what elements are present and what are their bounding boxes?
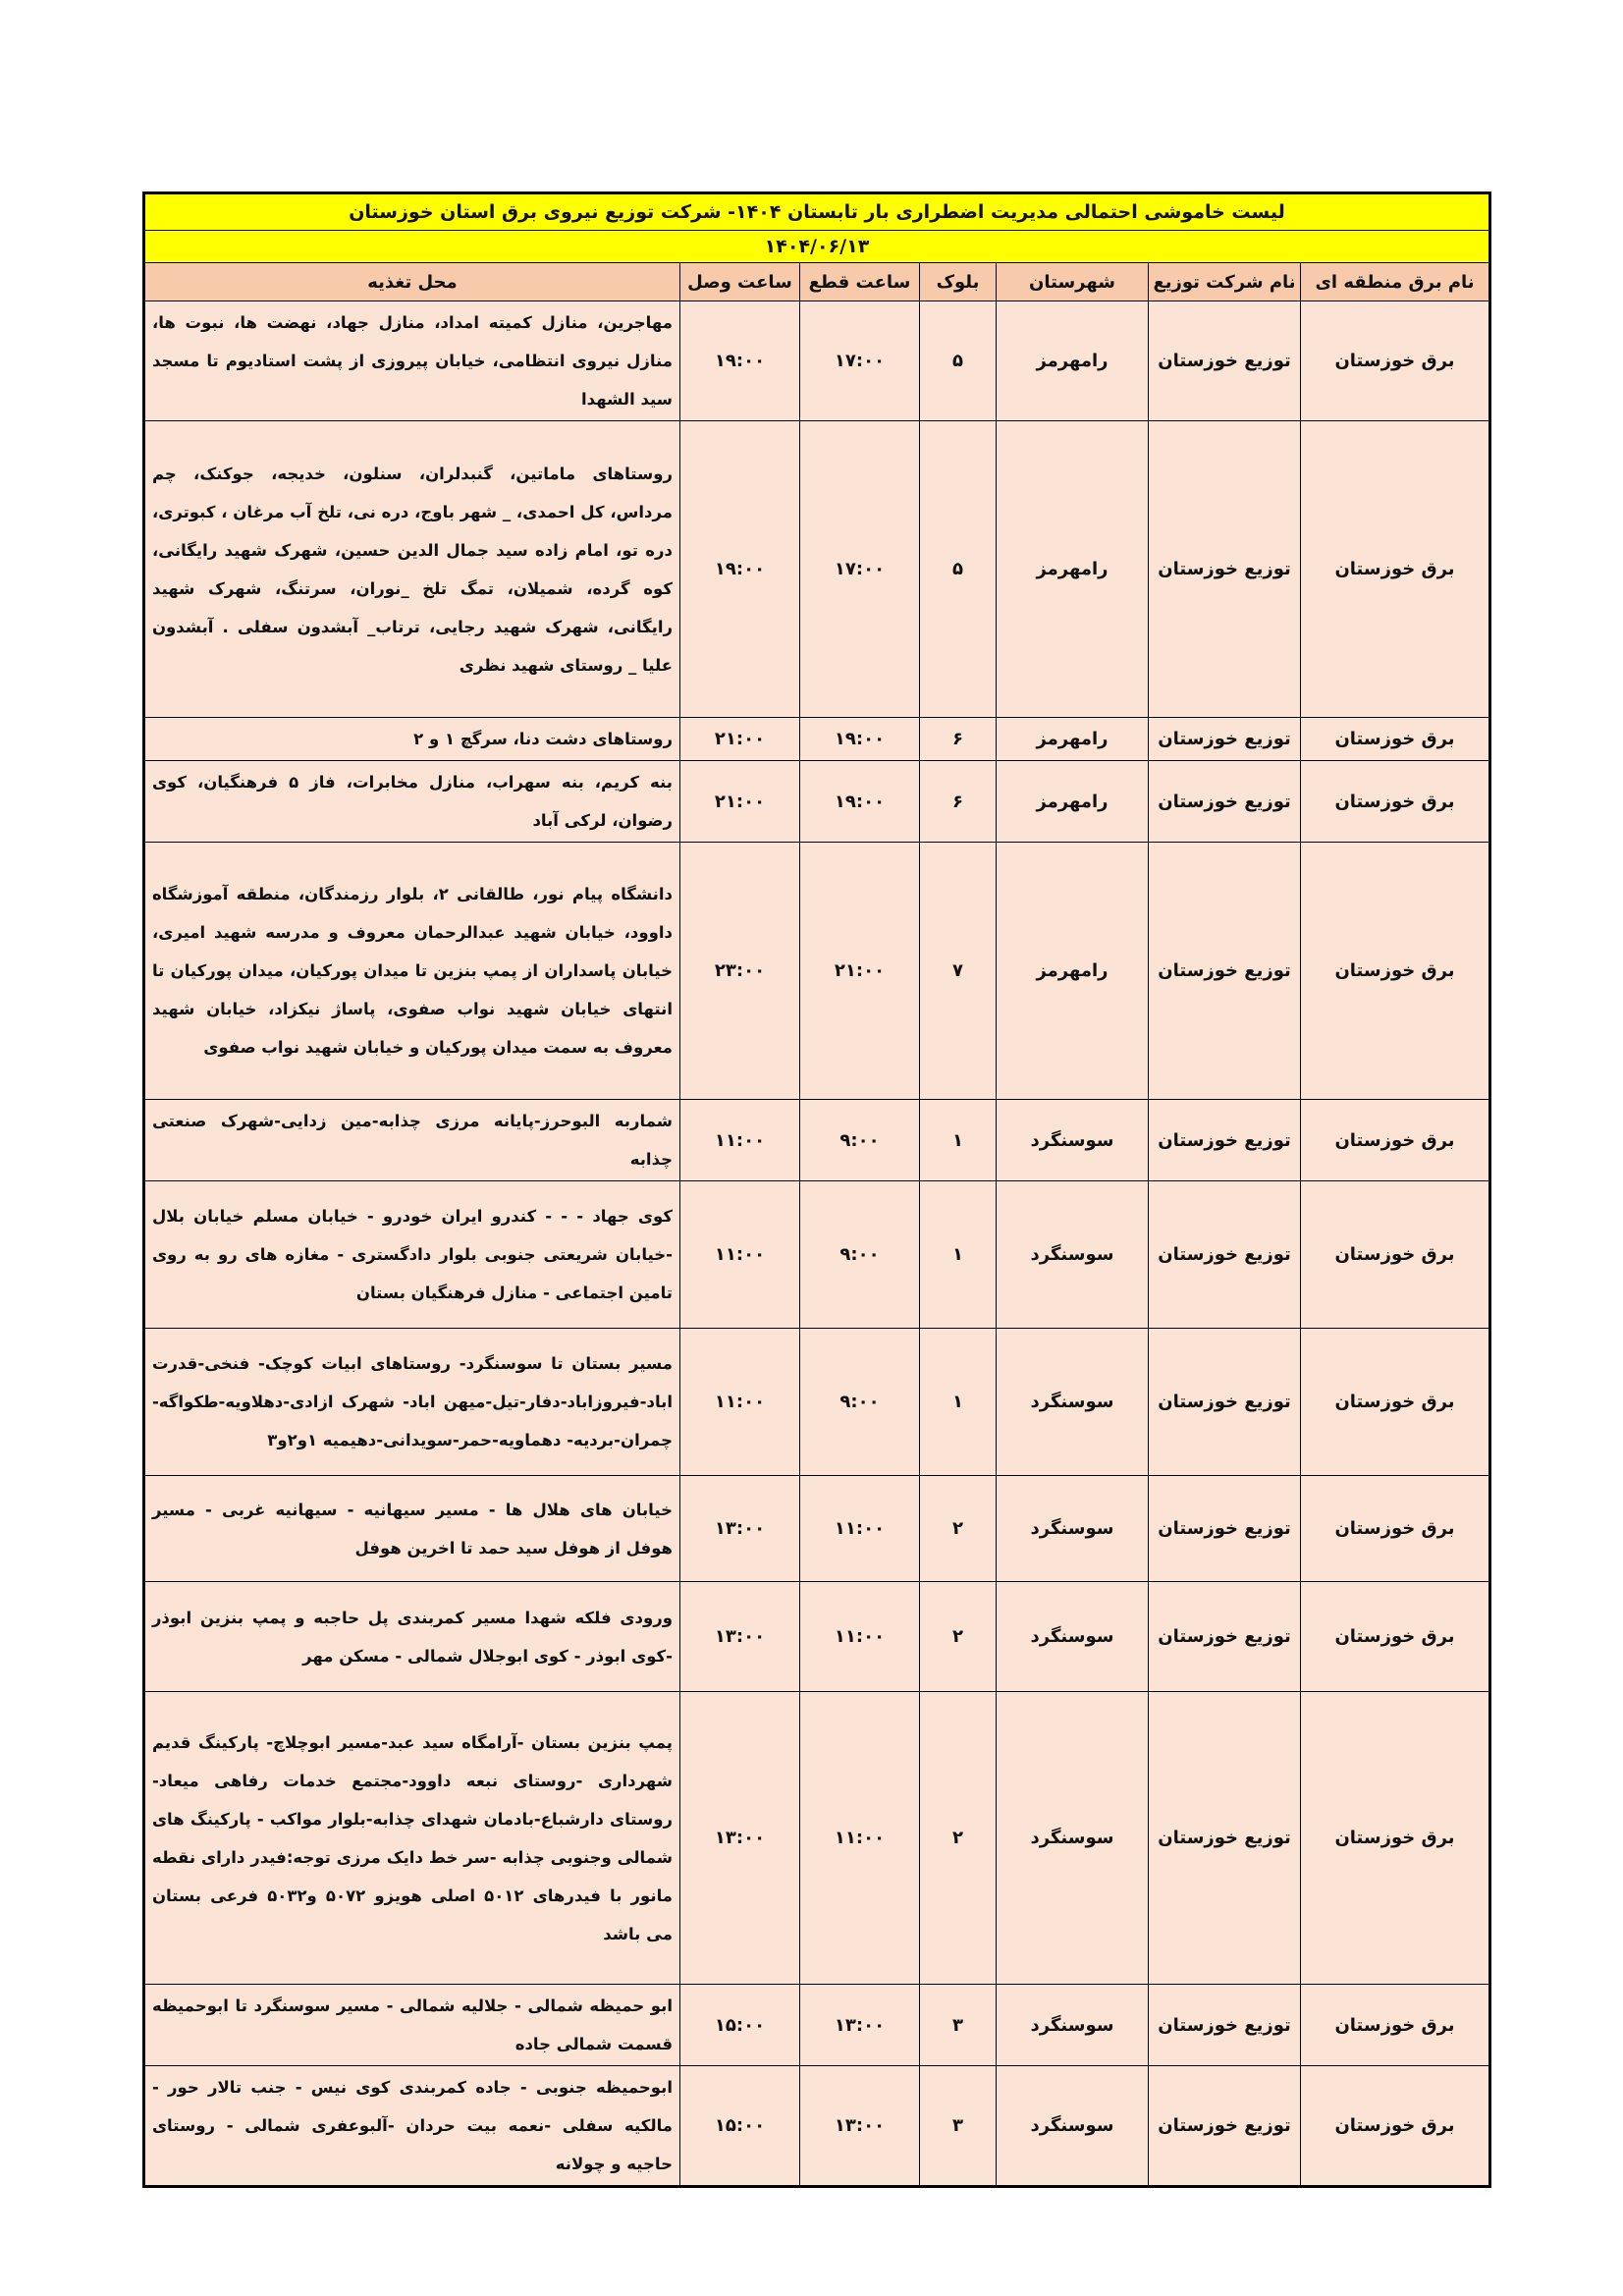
cell-block: ۳ bbox=[920, 2066, 997, 2187]
cell-cut-time: ۹:۰۰ bbox=[800, 1181, 920, 1329]
cell-city: سوسنگرد bbox=[997, 1582, 1149, 1692]
header-company: نام شرکت توزیع bbox=[1149, 263, 1301, 301]
header-cut-time: ساعت قطع bbox=[800, 263, 920, 301]
table-row bbox=[143, 421, 1489, 718]
cell-block: ۳ bbox=[920, 1985, 997, 2066]
cell-block: ۶ bbox=[920, 718, 997, 761]
cell-location: مهاجرین، منازل کمیته امداد، منازل جهاد، نهضت ها، نبوت ها، منازل نیروی انتظامی، خیابان پیروزی از پشت استادیوم تا مسجد سید الشهدا bbox=[143, 301, 679, 421]
cell-connect-time: ۱۵:۰۰ bbox=[680, 1985, 800, 2066]
table-row bbox=[143, 1692, 1489, 1985]
schedule-sheet bbox=[145, 191, 1491, 2188]
cell-city: رامهرمز bbox=[997, 421, 1149, 718]
cell-block: ۲ bbox=[920, 1582, 997, 1692]
cell-cut-time: ۱۹:۰۰ bbox=[800, 761, 920, 843]
cell-company: توزیع خوزستان bbox=[1149, 1985, 1301, 2066]
cell-connect-time: ۱۱:۰۰ bbox=[680, 1181, 800, 1329]
cell-regional: برق خوزستان bbox=[1301, 2066, 1490, 2187]
header-location: محل تغذیه bbox=[143, 263, 679, 301]
table-body bbox=[143, 301, 1489, 2187]
table-title: لیست خاموشی احتمالی مدیریت اضطراری بار تابستان ۱۴۰۴- شرکت توزیع نیروی برق استان خوزستان bbox=[143, 193, 1489, 231]
cell-location: ابوحمیظه جنوبی - جاده کمربندی کوی نیس - جنب تالار حور - مالکیه سفلی -نعمه بیت حردان -آلبوعفری شمالی - روستای حاجیه و چولانه bbox=[143, 2066, 679, 2187]
cell-location: دانشگاه پیام نور، طالقانی ۲، بلوار رزمندگان، منطقه آموزشگاه داوود، خیابان شهید عبدالرحمان معروف و مدرسه شهید امیری، خیابان پاسداران از پمپ بنزین تا میدان پورکیان، میدان پورکیان تا انتهای خیابان شهید نواب صفوی، پاساژ نیکزاد، خیابان شهید معروف به سمت میدان پورکیان و خیابان شهید نواب صفوی bbox=[143, 843, 679, 1100]
cell-location: مسیر بستان تا سوسنگرد- روستاهای ابیات کوچک- فنخی-قدرت اباد-فیروزاباد-دفار-تیل-میهن اباد- شهرک ازادی-دهلاویه-طکواگه-چمران-بردیه- دهماویه-حمر-سویدانی-دهیمیه ۱و۲و۳ bbox=[143, 1329, 679, 1476]
cell-cut-time: ۹:۰۰ bbox=[800, 1100, 920, 1181]
cell-cut-time: ۱۱:۰۰ bbox=[800, 1692, 920, 1985]
cell-location: پمپ بنزین بستان -آرامگاه سید عبد-مسیر ابوچلاچ- پارکینگ قدیم شهرداری -روستای نبعه داوود-مجتمع خدمات رفاهی میعاد-روستای دارشباع-بادمان شهدای چذابه-بلوار مواکب - پارکینگ های شمالی وجنوبی چذابه -سر خط دایک مرزی توجه:فیدر دارای نقطه مانور با فیدرهای ۵۰۱۲ اصلی هویزو ۵۰۷۲ و۵۰۳۲ فرعی بستان می باشد bbox=[143, 1692, 679, 1985]
cell-connect-time: ۱۳:۰۰ bbox=[680, 1582, 800, 1692]
header-connect-time: ساعت وصل bbox=[680, 263, 800, 301]
cell-cut-time: ۱۷:۰۰ bbox=[800, 421, 920, 718]
cell-regional: برق خوزستان bbox=[1301, 1181, 1490, 1329]
cell-city: سوسنگرد bbox=[997, 2066, 1149, 2187]
table-date: ۱۴۰۴/۰۶/۱۳ bbox=[143, 231, 1489, 263]
cell-location: خیابان های هلال ها - مسیر سیهانیه - سیهانیه غربی - مسیر هوفل از هوفل سید حمد تا اخرین هوفل bbox=[143, 1476, 679, 1582]
cell-regional: برق خوزستان bbox=[1301, 1582, 1490, 1692]
header-block: بلوک bbox=[920, 263, 997, 301]
table-row bbox=[143, 2066, 1489, 2187]
cell-block: ۱ bbox=[920, 1329, 997, 1476]
cell-regional: برق خوزستان bbox=[1301, 1476, 1490, 1582]
header-row bbox=[143, 263, 1489, 301]
cell-block: ۱ bbox=[920, 1181, 997, 1329]
cell-connect-time: ۲۱:۰۰ bbox=[680, 718, 800, 761]
cell-connect-time: ۱۵:۰۰ bbox=[680, 2066, 800, 2187]
table-row bbox=[143, 1582, 1489, 1692]
table-row bbox=[143, 843, 1489, 1100]
table-row bbox=[143, 718, 1489, 761]
cell-regional: برق خوزستان bbox=[1301, 1692, 1490, 1985]
cell-company: توزیع خوزستان bbox=[1149, 718, 1301, 761]
cell-city: رامهرمز bbox=[997, 718, 1149, 761]
cell-block: ۲ bbox=[920, 1476, 997, 1582]
cell-block: ۱ bbox=[920, 1100, 997, 1181]
cell-regional: برق خوزستان bbox=[1301, 1329, 1490, 1476]
cell-company: توزیع خوزستان bbox=[1149, 1100, 1301, 1181]
cell-company: توزیع خوزستان bbox=[1149, 1582, 1301, 1692]
cell-connect-time: ۱۳:۰۰ bbox=[680, 1692, 800, 1985]
cell-location: روستاهای ماماتین، گنبدلران، سنلون، خدیجه، جوکنک، چم مرداس، کل احمدی، _ شهر باوج، دره نی، تلخ آب مرغان ، کبوتری، دره تو، امام زاده سید جمال الدین حسین، شهرک شهید رایگانی، کوه گرده، شمیلان، تمگ تلخ _نوران، سرتنگ، شهرک شهید رایگانی، شهرک شهید رجایی، ترتاب_ آبشدون سفلی . آبشدون علیا _ روستای شهید نظری bbox=[143, 421, 679, 718]
cell-city: رامهرمز bbox=[997, 843, 1149, 1100]
cell-block: ۶ bbox=[920, 761, 997, 843]
cell-cut-time: ۱۱:۰۰ bbox=[800, 1476, 920, 1582]
cell-company: توزیع خوزستان bbox=[1149, 1476, 1301, 1582]
cell-location: روستاهای دشت دنا، سرگچ ۱ و ۲ bbox=[143, 718, 679, 761]
header-regional: نام برق منطقه ای bbox=[1301, 263, 1490, 301]
cell-company: توزیع خوزستان bbox=[1149, 1181, 1301, 1329]
cell-company: توزیع خوزستان bbox=[1149, 843, 1301, 1100]
table-row bbox=[143, 1181, 1489, 1329]
cell-connect-time: ۱۱:۰۰ bbox=[680, 1329, 800, 1476]
cell-regional: برق خوزستان bbox=[1301, 301, 1490, 421]
cell-city: رامهرمز bbox=[997, 301, 1149, 421]
table-row bbox=[143, 1329, 1489, 1476]
cell-city: سوسنگرد bbox=[997, 1181, 1149, 1329]
date-row bbox=[143, 231, 1489, 263]
cell-regional: برق خوزستان bbox=[1301, 761, 1490, 843]
title-row bbox=[143, 193, 1489, 231]
cell-city: سوسنگرد bbox=[997, 1329, 1149, 1476]
cell-location: ورودی فلکه شهدا مسیر کمربندی پل حاجبه و پمپ بنزین ابوذر -کوی ابوذر - کوی ابوجلال شمالی - مسکن مهر bbox=[143, 1582, 679, 1692]
cell-connect-time: ۱۱:۰۰ bbox=[680, 1100, 800, 1181]
cell-regional: برق خوزستان bbox=[1301, 421, 1490, 718]
cell-company: توزیع خوزستان bbox=[1149, 2066, 1301, 2187]
cell-block: ۵ bbox=[920, 421, 997, 718]
table-row bbox=[143, 1100, 1489, 1181]
cell-block: ۲ bbox=[920, 1692, 997, 1985]
cell-company: توزیع خوزستان bbox=[1149, 761, 1301, 843]
cell-cut-time: ۲۱:۰۰ bbox=[800, 843, 920, 1100]
table-row bbox=[143, 1476, 1489, 1582]
table-row bbox=[143, 761, 1489, 843]
cell-connect-time: ۲۱:۰۰ bbox=[680, 761, 800, 843]
cell-regional: برق خوزستان bbox=[1301, 718, 1490, 761]
cell-cut-time: ۹:۰۰ bbox=[800, 1329, 920, 1476]
cell-company: توزیع خوزستان bbox=[1149, 301, 1301, 421]
cell-block: ۵ bbox=[920, 301, 997, 421]
cell-location: کوی جهاد - - - کندرو ایران خودرو - خیابان مسلم خیابان بلال -خیابان شریعتی جنوبی بلوار دادگستری - مغازه های رو به روی تامین اجتماعی - منازل فرهنگیان بستان bbox=[143, 1181, 679, 1329]
cell-connect-time: ۱۳:۰۰ bbox=[680, 1476, 800, 1582]
cell-connect-time: ۲۳:۰۰ bbox=[680, 843, 800, 1100]
cell-regional: برق خوزستان bbox=[1301, 1985, 1490, 2066]
cell-regional: برق خوزستان bbox=[1301, 843, 1490, 1100]
cell-cut-time: ۱۷:۰۰ bbox=[800, 301, 920, 421]
table-row bbox=[143, 301, 1489, 421]
cell-city: سوسنگرد bbox=[997, 1100, 1149, 1181]
cell-city: رامهرمز bbox=[997, 761, 1149, 843]
cell-regional: برق خوزستان bbox=[1301, 1100, 1490, 1181]
cell-cut-time: ۱۳:۰۰ bbox=[800, 2066, 920, 2187]
cell-city: سوسنگرد bbox=[997, 1692, 1149, 1985]
cell-company: توزیع خوزستان bbox=[1149, 1329, 1301, 1476]
cell-city: سوسنگرد bbox=[997, 1985, 1149, 2066]
header-city: شهرستان bbox=[997, 263, 1149, 301]
cell-location: شماربه البوحرز-پایانه مرزی چذابه-مین زدایی-شهرک صنعتی چذابه bbox=[143, 1100, 679, 1181]
cell-company: توزیع خوزستان bbox=[1149, 421, 1301, 718]
cell-cut-time: ۱۹:۰۰ bbox=[800, 718, 920, 761]
cell-company: توزیع خوزستان bbox=[1149, 1692, 1301, 1985]
cell-cut-time: ۱۳:۰۰ bbox=[800, 1985, 920, 2066]
cell-block: ۷ bbox=[920, 843, 997, 1100]
cell-connect-time: ۱۹:۰۰ bbox=[680, 301, 800, 421]
cell-location: ابو حمیظه شمالی - جلالیه شمالی - مسیر سوسنگرد تا ابوحمیظه قسمت شمالی جاده bbox=[143, 1985, 679, 2066]
cell-connect-time: ۱۹:۰۰ bbox=[680, 421, 800, 718]
table-row bbox=[143, 1985, 1489, 2066]
cell-location: بنه کریم، بنه سهراب، منازل مخابرات، فاز ۵ فرهنگیان، کوی رضوان، لرکی آباد bbox=[143, 761, 679, 843]
outage-table bbox=[142, 191, 1491, 2188]
cell-cut-time: ۱۱:۰۰ bbox=[800, 1582, 920, 1692]
cell-city: سوسنگرد bbox=[997, 1476, 1149, 1582]
